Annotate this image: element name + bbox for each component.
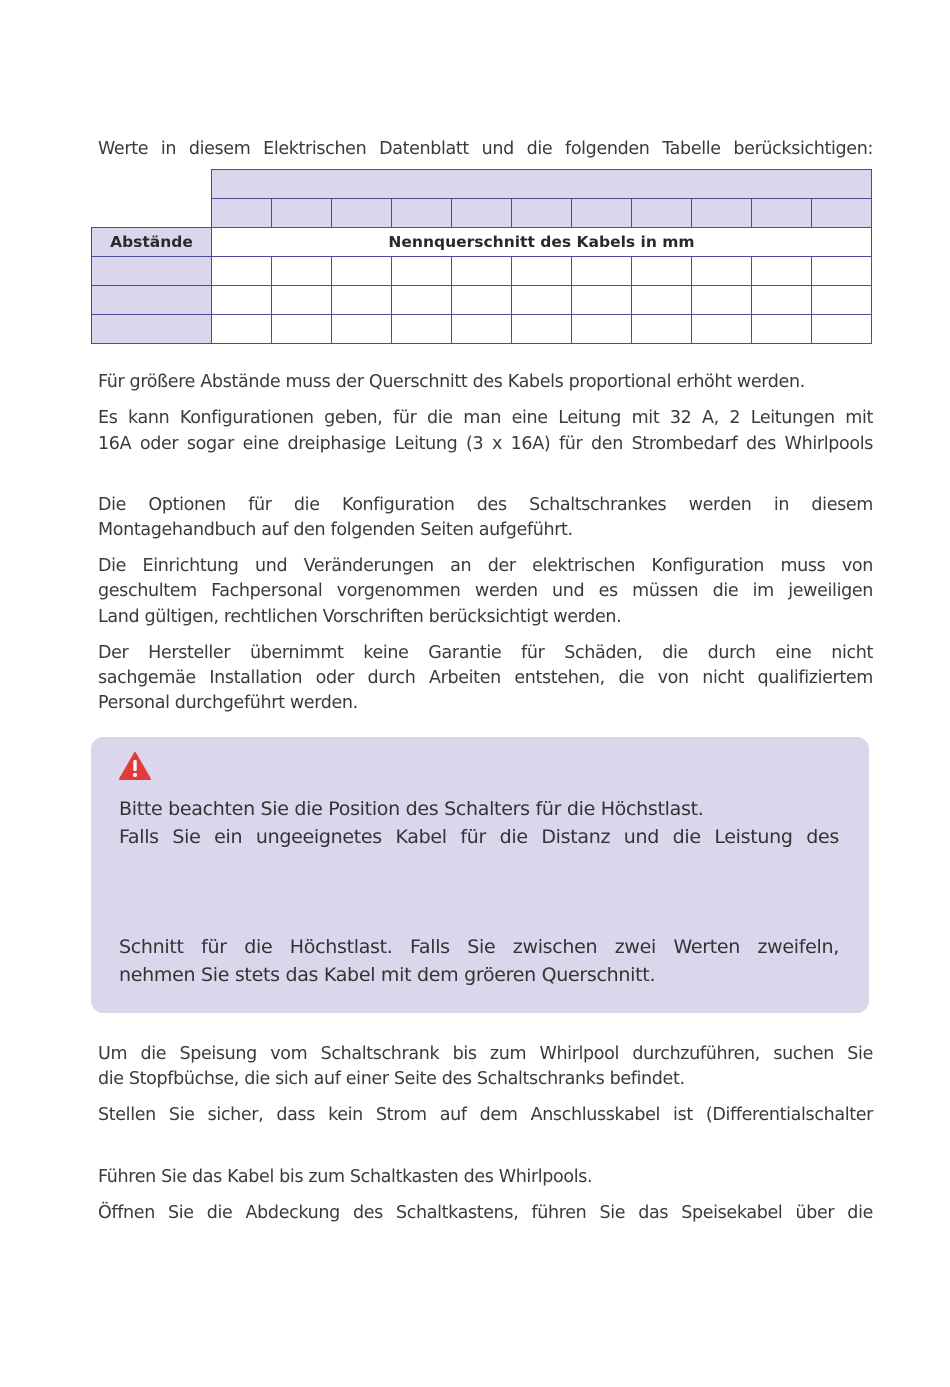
cable-table	[91, 169, 872, 344]
table-subheader-cell	[332, 199, 392, 228]
table-cell	[452, 257, 512, 286]
table-cell	[212, 286, 272, 315]
table-cell	[812, 315, 872, 344]
table-cell	[392, 315, 452, 344]
table-subheader-cell	[452, 199, 512, 228]
table-cell	[572, 315, 632, 344]
table-cell	[272, 257, 332, 286]
table-cell	[632, 257, 692, 286]
table-row	[92, 286, 872, 315]
table-subheader-cell	[512, 199, 572, 228]
paragraph-no-power: Stellen Sie sicher, dass kein Strom auf dem Anschlusskabel ist (Differentialschalter	[98, 1105, 873, 1125]
table-header-row	[92, 228, 872, 257]
paragraph-warranty-line2: sachgemäe Installation oder durch Arbeiten entstehen, die von nicht qualifiziertem	[98, 668, 873, 688]
table-row	[92, 315, 872, 344]
table-cell	[212, 315, 272, 344]
table-cell	[632, 286, 692, 315]
table-row-label	[92, 315, 212, 344]
table-cell	[692, 315, 752, 344]
table-row-label	[92, 257, 212, 286]
paragraph-open-cover: Öffnen Sie die Abdeckung des Schaltkastens, führen Sie das Speisekabel über die	[98, 1203, 873, 1223]
table-row-label	[92, 286, 212, 315]
table-cell	[332, 257, 392, 286]
warning-triangle-icon	[118, 751, 152, 781]
table-subheader-cell	[392, 199, 452, 228]
paragraph-setup-line3: Land gültigen, rechtlichen Vorschriften berücksichtigt werden.	[98, 607, 622, 627]
table-cell	[692, 257, 752, 286]
paragraph-config-line1: Es kann Konfigurationen geben, für die man eine Leitung mit 32 A, 2 Leitungen mit	[98, 408, 873, 428]
warning-line3: Schnitt für die Höchstlast. Falls Sie zwischen zwei Werten zweifeln,	[119, 936, 839, 958]
paragraph-supply-line1: Um die Speisung vom Schaltschrank bis zum Whirlpool durchzuführen, suchen Sie	[98, 1044, 873, 1064]
paragraph-route-cable: Führen Sie das Kabel bis zum Schaltkasten des Whirlpools.	[98, 1167, 593, 1187]
table-corner-cell	[92, 170, 212, 199]
paragraph-setup-line1: Die Einrichtung und Veränderungen an der elektrischen Konfiguration muss von	[98, 556, 873, 576]
warning-line1: Bitte beachten Sie die Position des Schalters für die Höchstlast.	[119, 798, 704, 820]
table-corner-cell	[92, 199, 212, 228]
paragraph-warranty-line1: Der Hersteller übernimmt keine Garantie für Schäden, die durch eine nicht	[98, 643, 873, 663]
table-cell	[572, 257, 632, 286]
warning-line4: nehmen Sie stets das Kabel mit dem gröeren Querschnitt.	[119, 964, 656, 986]
table-cell	[752, 257, 812, 286]
paragraph-setup-line2: geschultem Fachpersonal vorgenommen werden und es müssen die im jeweiligen	[98, 581, 873, 601]
table-subheader-cell	[272, 199, 332, 228]
table-column-header: Nennquerschnitt des Kabels in mm	[212, 228, 872, 257]
table-cell	[452, 286, 512, 315]
table-cell	[572, 286, 632, 315]
table-cell	[272, 315, 332, 344]
paragraph-supply-line2: die Stopfbüchse, die sich auf einer Seite des Schaltschranks befindet.	[98, 1069, 685, 1089]
table-cell	[512, 315, 572, 344]
cable-table-grid	[91, 169, 872, 344]
table-cell	[452, 315, 512, 344]
table-cell	[812, 286, 872, 315]
table-cell	[812, 257, 872, 286]
table-cell	[692, 286, 752, 315]
table-cell	[272, 286, 332, 315]
paragraph-proportional: Für größere Abstände muss der Querschnitt des Kabels proportional erhöht werden.	[98, 372, 805, 392]
table-cell	[332, 315, 392, 344]
table-subheader-cell	[212, 199, 272, 228]
table-cell	[392, 286, 452, 315]
table-top-row	[92, 170, 872, 199]
table-subheader-row	[92, 199, 872, 228]
table-top-band	[212, 170, 872, 199]
intro-text: Werte in diesem Elektrischen Datenblatt und die folgenden Tabelle berücksichtigen:	[98, 139, 873, 159]
table-row-label-header: Abstände	[92, 228, 212, 257]
table-cell	[752, 286, 812, 315]
paragraph-options-line1: Die Optionen für die Konfiguration des Schaltschrankes werden in diesem	[98, 495, 873, 515]
table-subheader-cell	[632, 199, 692, 228]
table-cell	[212, 257, 272, 286]
table-cell	[632, 315, 692, 344]
table-subheader-cell	[752, 199, 812, 228]
paragraph-config-line2: 16A oder sogar eine dreiphasige Leitung (3 x 16A) für den Strombedarf des Whirlpools	[98, 434, 873, 454]
table-subheader-cell	[572, 199, 632, 228]
table-cell	[512, 257, 572, 286]
table-subheader-cell	[812, 199, 872, 228]
table-cell	[392, 257, 452, 286]
warning-line2: Falls Sie ein ungeeignetes Kabel für die Distanz und die Leistung des	[119, 826, 839, 848]
table-cell	[752, 315, 812, 344]
warning-box	[91, 737, 869, 1013]
table-cell	[512, 286, 572, 315]
paragraph-warranty-line3: Personal durchgeführt werden.	[98, 693, 358, 713]
table-row	[92, 257, 872, 286]
table-cell	[332, 286, 392, 315]
table-subheader-cell	[692, 199, 752, 228]
paragraph-options-line2: Montagehandbuch auf den folgenden Seiten aufgeführt.	[98, 520, 573, 540]
